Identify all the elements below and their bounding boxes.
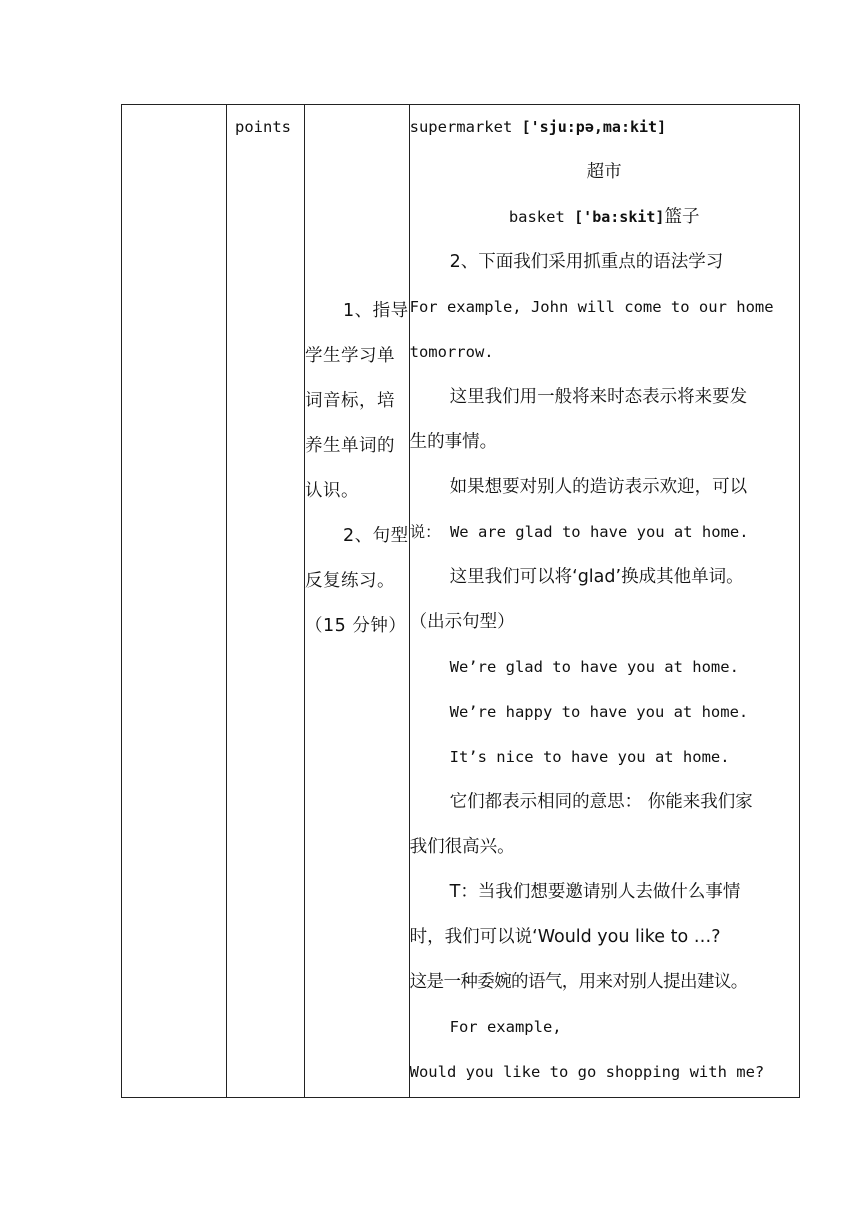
table-row (122, 105, 800, 1098)
vocab-line (410, 105, 799, 150)
points-cell (227, 105, 305, 1098)
paragraph-line: 它们都表示相同的意思： 你能来我们家 (449, 792, 753, 812)
paragraph-line: 我们很高兴。 (409, 837, 515, 857)
method-line: 反复练习。 (305, 571, 395, 591)
paragraph-line: 2、下面我们采用抓重点的语法学习 (449, 252, 724, 272)
paragraph-line: 这里我们可以将‘glad’换成其他单词。 (449, 567, 744, 587)
method-line: 1、指导 (343, 301, 409, 321)
paragraph-line: For example, John will come to our home (409, 298, 774, 316)
paragraph-line: T：当我们想要邀请别人去做什么事情 (449, 882, 741, 902)
method-line: （15 分钟） (305, 616, 407, 636)
method-cell (305, 105, 410, 1098)
content-text (410, 105, 799, 1095)
paragraph-line: 时，我们可以说‘Would you like to …? (409, 927, 721, 947)
phonetic: ['sju:pə,ma:kit] (521, 118, 667, 136)
method-line: 养生单词的 (305, 436, 395, 456)
method-line: 学生学习单 (305, 346, 395, 366)
vocab-meaning: 篮子 (664, 207, 700, 227)
vocab-word: basket (508, 208, 575, 226)
points-label: points (235, 118, 291, 136)
paragraph-line: 这是一种委婉的语气，用来对别人提出建议。 (409, 972, 748, 992)
sentence-pattern: It’s nice to have you at home. (449, 748, 730, 766)
method-line: 认识。 (305, 481, 359, 501)
vocab-line (410, 195, 799, 240)
paragraph-line: （出示句型） (409, 612, 515, 632)
paragraph-line: Would you like to go shopping with me? (409, 1063, 765, 1081)
method-line: 词音标，培 (305, 391, 395, 411)
lesson-plan-table (121, 104, 800, 1098)
paragraph-line: 生的事情。 (409, 432, 498, 452)
paragraph-line: 这里我们用一般将来时态表示将来要发 (449, 387, 748, 407)
sentence-pattern: We’re glad to have you at home. (449, 658, 739, 676)
content-cell (409, 105, 799, 1098)
paragraph-line: 如果想要对别人的造访表示欢迎，可以 (449, 477, 748, 497)
method-line: 2、句型 (343, 526, 409, 546)
vocab-meaning: 超市 (586, 162, 622, 182)
method-text (305, 105, 409, 649)
phonetic: ['ba:skit] (574, 208, 665, 226)
vocab-word: supermarket (409, 118, 522, 136)
empty-cell (122, 105, 227, 1098)
sentence-pattern: We’re happy to have you at home. (449, 703, 749, 721)
paragraph-line: tomorrow. (409, 343, 494, 361)
paragraph-line: For example, (449, 1018, 562, 1036)
paragraph-line: 说： We are glad to have you at home. (409, 523, 749, 541)
